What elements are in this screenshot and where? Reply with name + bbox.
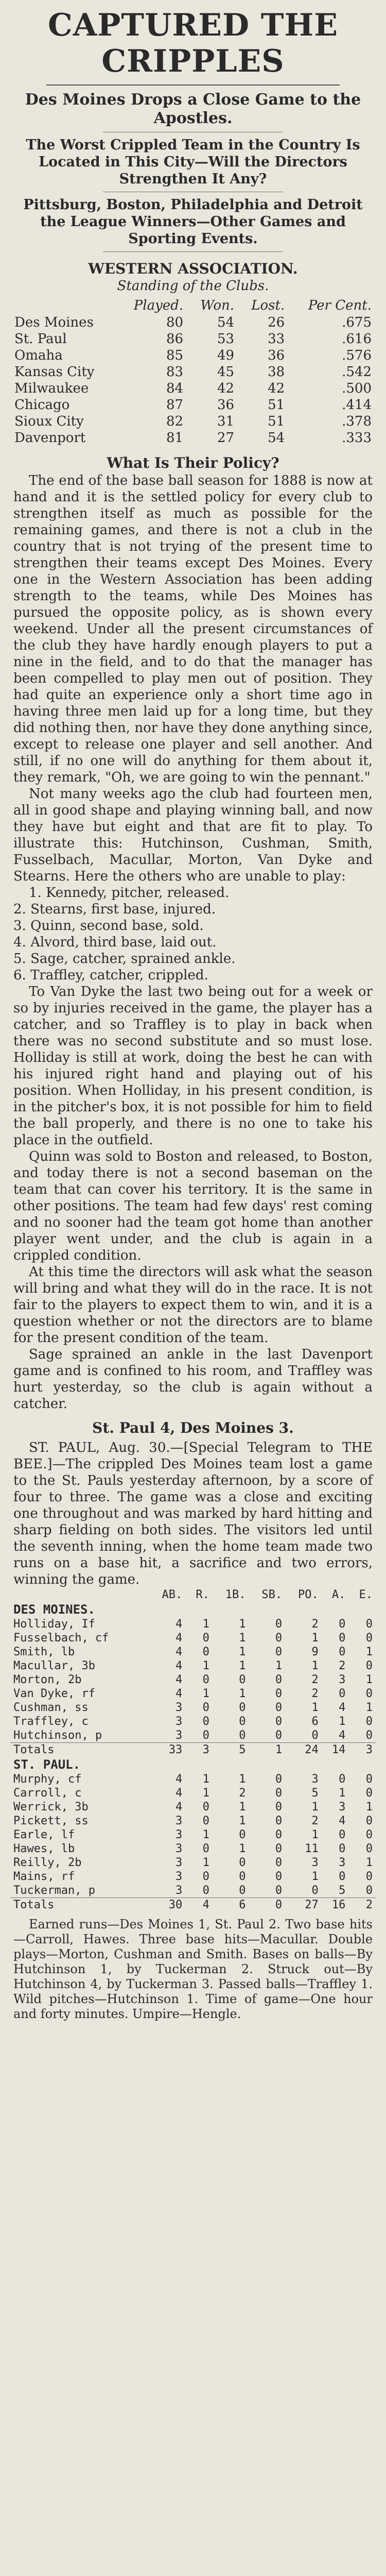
newspaper-column [10,0,376,2022]
stat-cell: 0 [202,1801,209,1814]
stat-cell: 0 [365,1659,373,1672]
article-paragraph: At this time the directors will ask what the season will bring and what they will do in the race. It is not fair to the players to expect them to win, and it is a question whether or not the directors are to blame for the present condition of the team. [13,1264,373,1346]
stat-cell: 0 [275,1801,283,1814]
stat-cell: 0 [275,1701,283,1714]
stat-cell: 1 [239,1801,246,1814]
standings-row [10,397,376,413]
stat-cell: 2 [311,1673,319,1686]
stat-cell: 0 [275,1715,283,1728]
stat-cell: 3 [176,1856,183,1869]
totals-cell: 27 [285,1898,322,1912]
stat-cell: 3 [339,1856,346,1869]
standings-cell: 36 [217,397,235,413]
standings-cell: .414 [342,397,372,413]
standings-cell: 87 [166,397,184,413]
stat-cell: 0 [275,1618,283,1631]
stat-cell: 1 [202,1618,209,1631]
stat-cell: 1 [202,1773,209,1786]
player-name: Earle, lf [13,1828,75,1841]
standings-cell: 54 [217,315,235,330]
stat-cell: 1 [239,1842,246,1855]
stat-cell: 1 [365,1801,373,1814]
player-row [10,1631,376,1645]
stat-cell: 0 [339,1618,346,1631]
totals-cell: 3 [185,1743,213,1757]
player-name: Traffley, c [13,1715,89,1728]
standings-title: WESTERN ASSOCIATION. [88,260,298,277]
player-name: Murphy, cf [13,1773,82,1786]
standings-row [10,347,376,364]
player-row [10,1617,376,1631]
stat-cell: 0 [202,1870,209,1883]
player-name: Hawes, lb [13,1842,75,1855]
article-paragraph: Not many weeks ago the club had fourteen men, all in good shape and playing winning ball, and now they have but eight and that are fit to play. To illustrate this: Hutchinson, Cushman, Smith, Fusselbach, Macullar, Morton, Van Dyke and Stearns. Here the others who are unable to play: [13,786,373,884]
stat-cell: 2 [311,1618,319,1631]
stat-cell: 0 [365,1687,373,1700]
article-paragraph: 1. Kennedy, pitcher, released. 2. Stearns, first base, injured. 3. Quinn, second base, sold. 4. Alvord, third base, laid out. 5. Sage, catcher, sprained ankle. 6. Traffley, catcher, crippled. [13,885,236,983]
player-name: Cushman, ss [13,1701,89,1714]
article-paragraph: To Van Dyke the last two being out for a week or so by injuries received in the game, the player has a catcher, and so Traffley is to play in back when there was no second substitute and so must lose. Holliday is still at work, doing the best he can with his injured right hand and playing out of his position. When Holliday, in his present condition, is in the pitcher's box, it is not possible for him to field the ball properly, and there is no one to take his place in the outfield. [13,984,373,1148]
stat-cell: 0 [239,1701,246,1714]
team-name: Kansas City [14,364,95,380]
totals-label: Totals [10,1743,149,1757]
stat-cell: 3 [176,1701,183,1714]
player-name: Tuckerman, p [13,1884,95,1897]
stat-cell: 0 [202,1842,209,1855]
stat-cell: 0 [339,1828,346,1841]
box-header-cell: R. [196,1588,209,1601]
standings-cell: 82 [166,414,184,429]
stat-cell: 0 [311,1729,319,1742]
stat-cell: 1 [311,1659,319,1672]
stat-cell: 3 [176,1729,183,1742]
stat-cell: 0 [339,1773,346,1786]
stat-cell: 3 [176,1870,183,1883]
standings-cell: 51 [268,414,285,429]
standings-cell: 54 [268,430,285,446]
player-row [10,1645,376,1659]
standings-table [10,297,376,446]
stat-cell: 0 [311,1884,319,1897]
box-header-cell: E. [359,1588,373,1601]
player-row [10,1659,376,1673]
standings-row [10,413,376,430]
stat-cell: 0 [202,1815,209,1827]
totals-cell: 5 [213,1743,249,1757]
standings-cell: 38 [268,364,285,380]
player-name: Macullar, 3b [13,1659,95,1672]
stat-cell: 1 [239,1773,246,1786]
box-header-cell: AB. [162,1588,183,1601]
box-header-cell: SB. [261,1588,283,1601]
standings-cell: .333 [342,430,372,446]
stat-cell: 4 [176,1673,183,1686]
standings-header: Lost. [251,298,285,313]
team-name: Chicago [14,397,70,413]
standings-cell: 42 [217,381,235,396]
stat-cell: 4 [176,1659,183,1672]
stat-cell: 4 [176,1646,183,1658]
standings-cell: .616 [342,331,372,347]
standings-cell: .542 [342,364,372,380]
stat-cell: 1 [339,1715,346,1728]
totals-row [10,1898,376,1912]
totals-label: Totals [10,1898,149,1912]
stat-cell: 1 [239,1687,246,1700]
stat-cell: 3 [311,1773,319,1786]
deck-two: The Worst Crippled Team in the Country Is Located in This City—Will the Directors Strengthen It Any? [26,137,360,187]
stat-cell: 1 [339,1787,346,1800]
article-paragraph: Quinn was sold to Boston and released, to Boston, and today there is not a second baseman on the team that can cover his territory. It is the same in other positions. The team had few days' rest coming and no sooner had the team got home than another player went under, and the club is again in a crippled condition. [13,1149,373,1263]
standings-cell: 83 [166,364,184,380]
player-name: Pickett, ss [13,1815,89,1827]
team-name: Des Moines [14,315,94,330]
box-header-cell: 1B. [225,1588,246,1601]
stat-cell: 0 [239,1673,246,1686]
standings-cell: 49 [217,348,235,363]
standings-cell: 80 [166,315,184,330]
standings-cell: .500 [342,381,372,396]
box-header-cell [10,1588,149,1602]
headline: CAPTURED THE CRIPPLES [48,7,338,79]
totals-cell: 30 [149,1898,186,1912]
totals-cell: 14 [322,1743,349,1757]
stat-cell: 0 [239,1856,246,1869]
standings-cell: 26 [268,315,285,330]
stat-cell: 0 [365,1729,373,1742]
stat-cell: 2 [239,1787,246,1800]
standings-cell: .576 [342,348,372,363]
totals-cell: 2 [348,1898,376,1912]
stat-cell: 0 [239,1828,246,1841]
stat-cell: 0 [365,1828,373,1841]
stat-cell: 4 [176,1801,183,1814]
stat-cell: 1 [202,1659,209,1672]
stat-cell: 1 [275,1659,283,1672]
standings-subtitle: Standing of the Clubs. [117,278,269,294]
stat-cell: 0 [275,1842,283,1855]
stat-cell: 0 [239,1729,246,1742]
stat-cell: 0 [365,1715,373,1728]
stat-cell: 5 [339,1884,346,1897]
stat-cell: 4 [339,1729,346,1742]
player-row [10,1814,376,1828]
stat-cell: 1 [365,1646,373,1658]
player-row [10,1828,376,1842]
stat-cell: 0 [202,1715,209,1728]
standings-cell: 45 [217,364,235,380]
player-name: Hutchinson, p [13,1729,102,1742]
standings-cell: 51 [268,397,285,413]
standings-cell: 31 [217,414,235,429]
stat-cell: 9 [311,1646,319,1658]
section-title: What Is Their Policy? [107,454,279,471]
player-row [10,1842,376,1856]
stat-cell: 0 [202,1884,209,1897]
stat-cell: 0 [202,1646,209,1658]
stat-cell: 1 [202,1856,209,1869]
stat-cell: 2 [339,1659,346,1672]
team-heading: ST. PAUL. [13,1757,81,1772]
player-name: Fusselbach, cf [13,1632,109,1645]
standings-row [10,364,376,380]
standings-cell: 36 [268,348,285,363]
stat-cell: 1 [311,1870,319,1883]
player-row [10,1701,376,1715]
stat-cell: 5 [311,1787,319,1800]
totals-row [10,1743,376,1757]
totals-cell: 24 [285,1743,322,1757]
player-name: Holliday, If [13,1618,95,1631]
stat-cell: 3 [176,1715,183,1728]
article-paragraph: The end of the base ball season for 1888 is now at hand and it is the settled policy for every club to strengthen itself as much as possible for the remaining games, and there is not a club in the country that is not trying of the present time to strengthen their teams except Des Moines. Every one in the Western Association has been adding strength to the teams, while Des Moines has pursued the opposite policy, as is shown every weekend. Under all the present circumstances of the club they have hardly enough players to put a nine in the field, and to do that the manager has been compelled to play men out of position. They had quite an experience only a short time ago in having three men laid up for a long time, but they did nothing then, nor have they done anything since, except to release one player and sell another. And still, if no one will do anything for them about it, they remark, "Oh, we are going to win the pennant." [13,473,373,785]
player-name: Reilly, 2b [13,1856,82,1869]
stat-cell: 1 [311,1701,319,1714]
player-row [10,1786,376,1800]
stat-cell: 2 [311,1815,319,1827]
stat-cell: 1 [365,1673,373,1686]
standings-cell: 42 [268,381,285,396]
stat-cell: 0 [275,1856,283,1869]
standings-header-row [10,297,376,314]
totals-cell: 16 [322,1898,349,1912]
standings-row [10,430,376,446]
stat-cell: 1 [239,1659,246,1672]
stat-cell: 4 [176,1632,183,1645]
stat-cell: 1 [365,1856,373,1869]
stat-cell: 0 [275,1673,283,1686]
standings-header: Played. [133,298,184,313]
player-name: Carroll, c [13,1787,82,1800]
stat-cell: 1 [239,1632,246,1645]
team-name: Davenport [14,430,86,446]
player-row [10,1870,376,1884]
team-name: Omaha [14,348,63,363]
stat-cell: 3 [176,1842,183,1855]
standings-row [10,314,376,331]
stat-cell: 0 [339,1687,346,1700]
stat-cell: 0 [365,1884,373,1897]
player-name: Werrick, 3b [13,1801,89,1814]
stat-cell: 4 [339,1815,346,1827]
stat-cell: 0 [365,1787,373,1800]
stat-cell: 1 [311,1828,319,1841]
stat-cell: 3 [176,1828,183,1841]
standings-cell: 85 [166,348,184,363]
box-header-cell: PO. [298,1588,319,1601]
stat-cell: 0 [202,1673,209,1686]
article-body [10,472,376,1412]
player-row [10,1687,376,1701]
standings-header: Won. [200,298,235,313]
stat-cell: 1 [311,1801,319,1814]
player-row [10,1800,376,1814]
totals-cell: 3 [348,1743,376,1757]
standings-cell: 53 [217,331,235,347]
stat-cell: 0 [339,1870,346,1883]
deck-one: Des Moines Drops a Close Game to the Apostles. [25,91,361,127]
stat-cell: 0 [339,1632,346,1645]
stat-cell: 0 [202,1729,209,1742]
stat-cell: 0 [202,1632,209,1645]
player-row [10,1715,376,1728]
stat-cell: 0 [239,1715,246,1728]
standings-cell: 81 [166,430,184,446]
stat-cell: 0 [202,1701,209,1714]
stat-cell: 0 [365,1773,373,1786]
stat-cell: 1 [365,1701,373,1714]
box-score-title: St. Paul 4, Des Moines 3. [92,1419,294,1436]
deck-three: Pittsburg, Boston, Philadelphia and Detroit the League Winners—Other Games and Sporting Events. [23,197,363,247]
stat-cell: 0 [365,1842,373,1855]
stat-cell: 0 [275,1828,283,1841]
stat-cell: 0 [365,1870,373,1883]
stat-cell: 3 [339,1801,346,1814]
stat-cell: 1 [239,1646,246,1658]
stat-cell: 1 [202,1828,209,1841]
stat-cell: 0 [275,1870,283,1883]
standings-row [10,331,376,347]
totals-cell: 6 [213,1898,249,1912]
stat-cell: 4 [176,1787,183,1800]
player-name: Morton, 2b [13,1673,82,1686]
player-row [10,1673,376,1687]
team-name: St. Paul [14,331,67,347]
stat-cell: 1 [202,1687,209,1700]
stat-cell: 6 [311,1715,319,1728]
totals-cell: 4 [185,1898,213,1912]
team-heading: DES MOINES. [13,1602,95,1617]
team-name: Sioux City [14,414,84,429]
stat-cell: 1 [239,1618,246,1631]
standings-header: Per Cent. [308,298,372,313]
stat-cell: 1 [311,1632,319,1645]
stat-cell: 1 [202,1787,209,1800]
stat-cell: 3 [339,1673,346,1686]
standings-cell: .675 [342,315,372,330]
stat-cell: 2 [311,1687,319,1700]
player-name: Van Dyke, rf [13,1687,95,1700]
stat-cell: 3 [311,1856,319,1869]
stat-cell: 1 [239,1815,246,1827]
stat-cell: 0 [275,1729,283,1742]
box-score-intro: ST. PAUL, Aug. 30.—[Special Telegram to THE BEE.]—The crippled Des Moines team lost a game to the St. Pauls yesterday afternoon, by a score of four to three. The game was a close and exciting one throughout and was marked by hard hitting and sharp fielding on both sides. The visitors led until the seventh inning, when the home team made two runs on a base hit, a sacrifice and two errors, winning the game. [13,1440,373,1587]
article-paragraph: Sage sprained an ankle in the last Davenport game and is confined to his room, and Traffley was hurt yesterday, so the club is again without a catcher. [13,1347,373,1412]
standings-cell: 33 [268,331,285,347]
box-score-header-row [10,1588,376,1602]
stat-cell: 0 [275,1632,283,1645]
stat-cell: 0 [275,1787,283,1800]
standings-cell: 27 [217,430,235,446]
team-heading-row [10,1602,376,1617]
stat-cell: 0 [239,1870,246,1883]
divider [46,84,340,86]
stat-cell: 0 [365,1815,373,1827]
stat-cell: 0 [339,1646,346,1658]
stat-cell: 0 [339,1842,346,1855]
standings-cell: .378 [342,414,372,429]
player-row [10,1884,376,1898]
stat-cell: 0 [275,1884,283,1897]
divider [103,251,283,252]
stat-cell: 0 [275,1815,283,1827]
stat-cell: 0 [275,1646,283,1658]
player-row [10,1728,376,1743]
player-row [10,1772,376,1786]
standings-cell: 84 [166,381,184,396]
player-name: Smith, lb [13,1646,75,1658]
game-summary: Earned runs—Des Moines 1, St. Paul 2. Two base hits—Carroll, Hawes. Three base hits—Macullar. Double plays—Morton, Cushman and Smith. Bases on balls—By Hutchinson 1, by Tuckerman 2. Struck out—By Hutchinson 4, by Tuckerman 3. Passed balls—Traffley 1. Wild pitches—Hutchinson 1. Time of game—One hour and forty minutes. Umpire—Hengle. [13,1917,373,2021]
stat-cell: 4 [176,1618,183,1631]
stat-cell: 0 [365,1618,373,1631]
team-heading-row [10,1757,376,1772]
box-header-cell: A. [331,1588,346,1601]
box-score-table [10,1588,376,1912]
team-name: Milwaukee [14,381,89,396]
stat-cell: 4 [339,1701,346,1714]
totals-cell: 33 [149,1743,186,1757]
standings-cell: 86 [166,331,184,347]
stat-cell: 11 [305,1842,319,1855]
standings-header [10,297,117,314]
stat-cell: 3 [176,1815,183,1827]
stat-cell: 0 [275,1773,283,1786]
player-name: Mains, rf [13,1870,75,1883]
totals-cell: 0 [249,1898,285,1912]
stat-cell: 4 [176,1687,183,1700]
player-row [10,1856,376,1870]
totals-cell: 1 [249,1743,285,1757]
stat-cell: 4 [176,1773,183,1786]
stat-cell: 3 [176,1884,183,1897]
stat-cell: 0 [275,1687,283,1700]
standings-row [10,380,376,397]
stat-cell: 0 [239,1884,246,1897]
stat-cell: 0 [365,1632,373,1645]
